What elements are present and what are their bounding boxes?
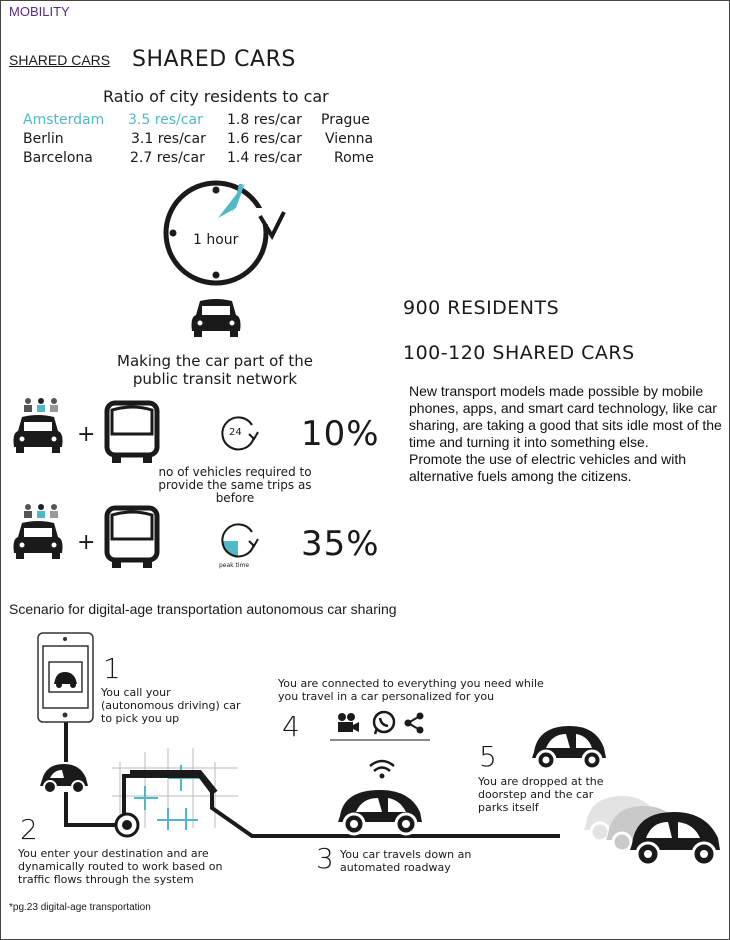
step-text: You enter your destination and are dynamically routed to work based on traffic flows through the system	[18, 847, 223, 886]
percent-value: 10%	[301, 414, 380, 454]
clock-label: 1 hour	[193, 232, 239, 248]
ratio-city-right: Rome	[334, 150, 374, 166]
description-paragraph: New transport models made possible by mobile phones, apps, and smart card technology, like car sharing, are taking a good that sits idle most of the time and turning it into something else.	[409, 383, 722, 450]
whatsapp-icon	[371, 710, 397, 736]
plus-sign: +	[77, 530, 96, 555]
stat-residents: 900 RESIDENTS	[403, 297, 560, 319]
scenario-title: Scenario for digital-age transportation autonomous car sharing	[9, 601, 397, 617]
ratio-value-right: 1.8 res/car	[227, 112, 302, 128]
ratio-value-left: 3.5 res/car	[128, 112, 203, 128]
dial-label: 24	[229, 427, 242, 438]
step-text: You are connected to everything you need while you travel in a car personalized for you	[278, 677, 544, 703]
step-number: 3	[316, 842, 334, 875]
dial-label: peak time	[219, 562, 250, 569]
wheel-icon	[114, 812, 140, 838]
ratio-value-right: 1.4 res/car	[227, 150, 302, 166]
share-icon	[403, 712, 425, 734]
ratio-city-left: Barcelona	[23, 150, 93, 166]
comparison-note: no of vehicles required to provide the same trips as before	[158, 465, 312, 505]
step-number: 1	[103, 652, 121, 685]
ratio-title: Ratio of city residents to car	[103, 87, 329, 106]
ratio-city-right: Vienna	[325, 131, 374, 147]
footnote: *pg.23 digital-age transportation	[9, 902, 151, 913]
phone-icon	[37, 632, 95, 724]
ratio-city-right: Prague	[321, 112, 370, 128]
ratio-value-left: 2.7 res/car	[130, 150, 205, 166]
header-small-title: SHARED CARS	[9, 52, 111, 68]
plus-sign: +	[77, 422, 96, 447]
section-tag: MOBILITY	[9, 4, 70, 19]
step-text: You car travels down an automated roadway	[340, 848, 472, 874]
step-number: 4	[282, 710, 300, 743]
step-text: You are dropped at the doorstep and the car parks itself	[478, 775, 604, 814]
ratio-city-left: Amsterdam	[23, 112, 105, 128]
ratio-city-left: Berlin	[23, 131, 64, 147]
car-icon	[38, 760, 90, 794]
header-big-title: SHARED CARS	[132, 47, 296, 72]
ratio-value-right: 1.6 res/car	[227, 131, 302, 147]
step-number: 5	[479, 740, 497, 773]
transit-caption: Making the car part of the public transit network	[117, 352, 313, 388]
percent-value: 35%	[301, 524, 380, 564]
ratio-value-left: 3.1 res/car	[131, 131, 206, 147]
car-icon	[530, 720, 610, 772]
parked-cars	[582, 788, 724, 870]
description-paragraph: Promote the use of electric vehicles and with alternative fuels among the citizens.	[409, 451, 687, 484]
stat-shared-cars: 100-120 SHARED CARS	[403, 342, 635, 364]
wifi-icon	[368, 758, 396, 780]
step-text: You call your (autonomous driving) car to pick you up	[101, 686, 241, 725]
car-icon	[336, 782, 426, 836]
step-number: 2	[20, 813, 38, 846]
video-icon	[336, 712, 360, 734]
